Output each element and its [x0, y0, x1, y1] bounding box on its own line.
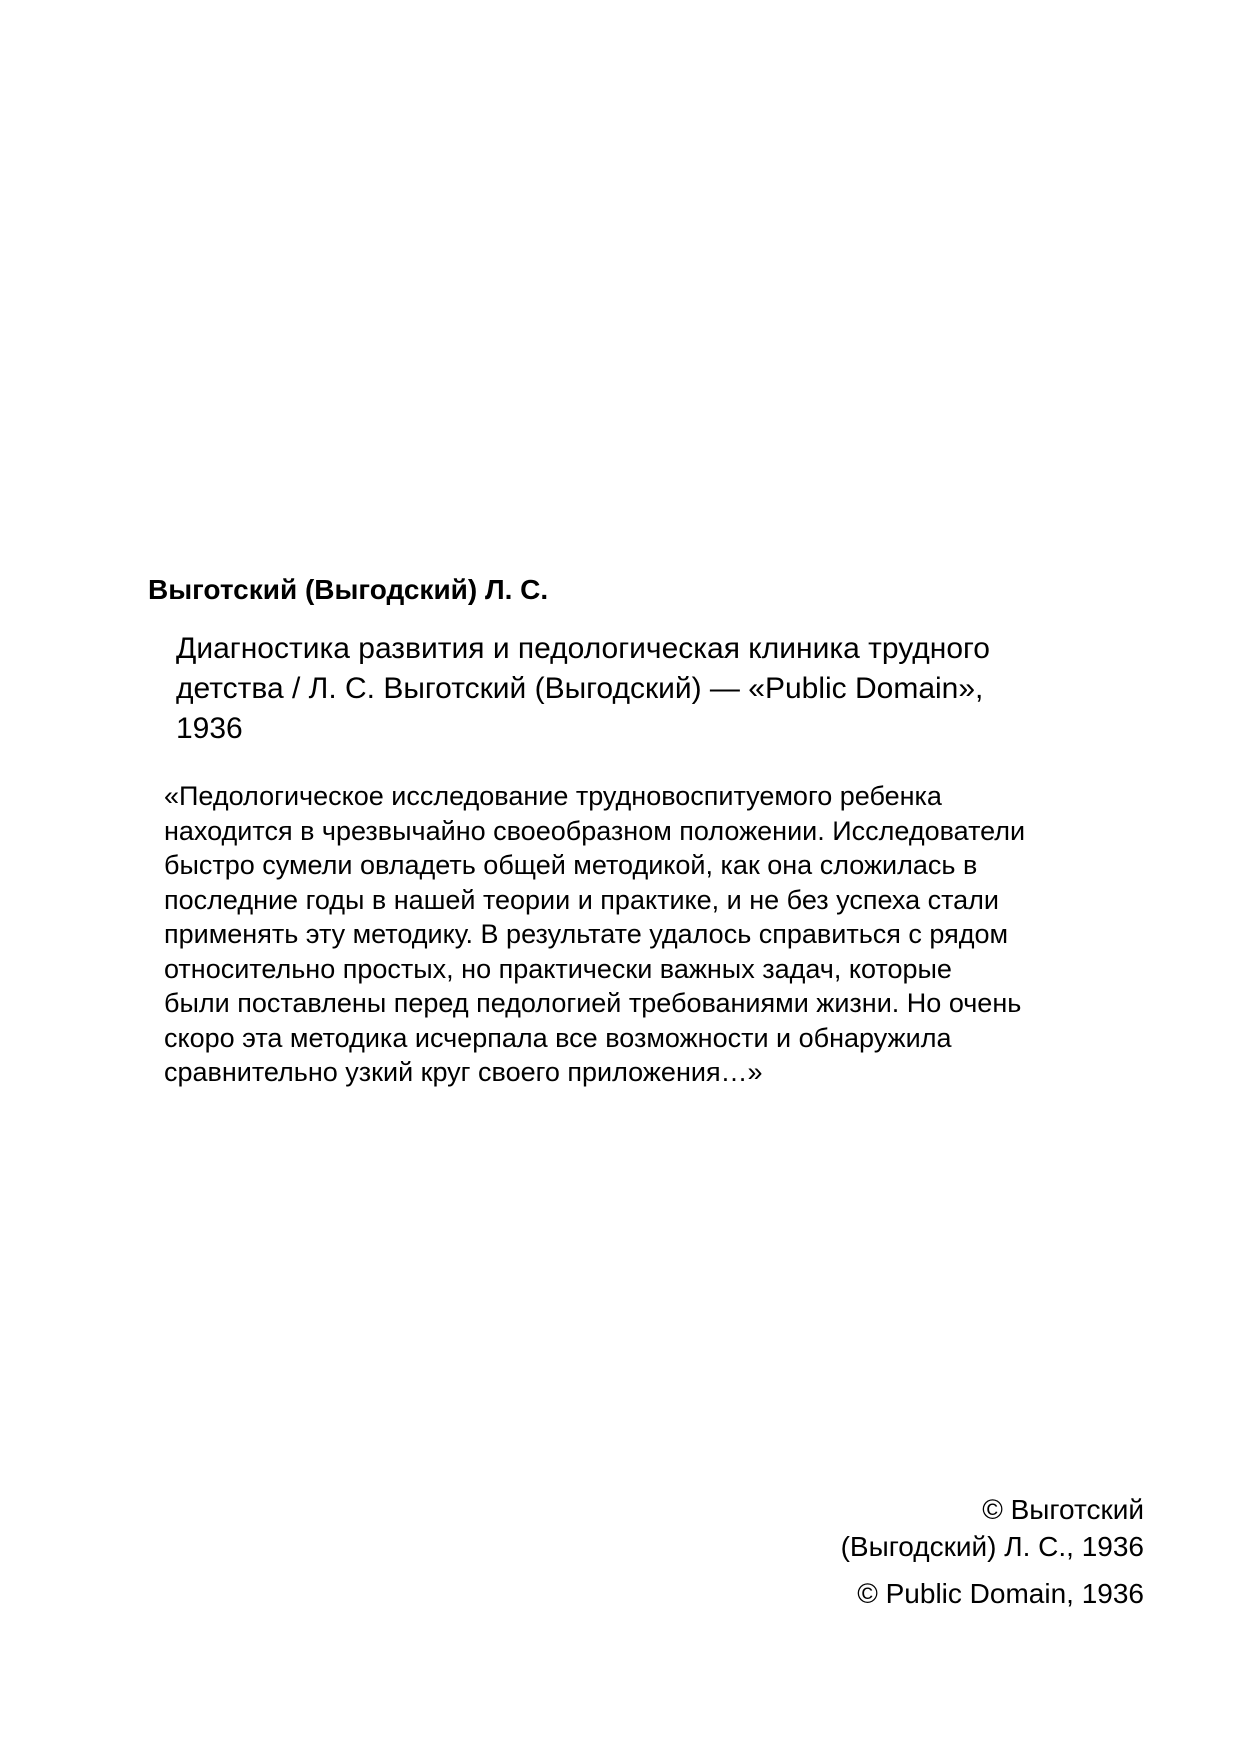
copyright-publisher-line: © Public Domain, 1936 — [857, 1578, 1144, 1609]
annotation-line: сравнительно узкий круг своего приложения…» — [164, 1057, 763, 1087]
annotation-line: последние годы в нашей теории и практике, и не без успеха стали — [164, 884, 1000, 915]
citation-line: 1936 — [176, 712, 243, 745]
citation-line: детства / Л. С. Выготский (Выгодский) — «Public Domain», — [176, 672, 984, 705]
citation-line: Диагностика развития и педологическая клиника трудного — [176, 632, 990, 665]
annotation-text — [164, 779, 1164, 1090]
annotation-line: были поставлены перед педологией требованиями жизни. Но очень — [164, 988, 1022, 1018]
copyright-author-line: (Выгодский) Л. С., 1936 — [840, 1531, 1144, 1562]
annotation-line: скоро эта методика исчерпала все возможности и обнаружила — [164, 1022, 952, 1053]
copyright-block — [841, 1491, 1144, 1612]
annotation-line: быстро сумели овладеть общей методикой, как она сложилась в — [164, 850, 978, 880]
annotation-line: применять эту методику. В результате удалось справиться с рядом — [164, 919, 1009, 949]
copyright-author-line: © Выготский — [982, 1494, 1144, 1525]
annotation-line: находится в чрезвычайно своеобразном положении. Исследователи — [164, 815, 1026, 846]
annotation-line: «Педологическое исследование трудновоспитуемого ребенка — [164, 781, 942, 811]
bibliographic-citation — [176, 629, 1136, 749]
author-heading: Выготский (Выгодский) Л. С. — [148, 574, 549, 605]
annotation-line: относительно простых, но практически важных задач, которые — [164, 953, 952, 984]
